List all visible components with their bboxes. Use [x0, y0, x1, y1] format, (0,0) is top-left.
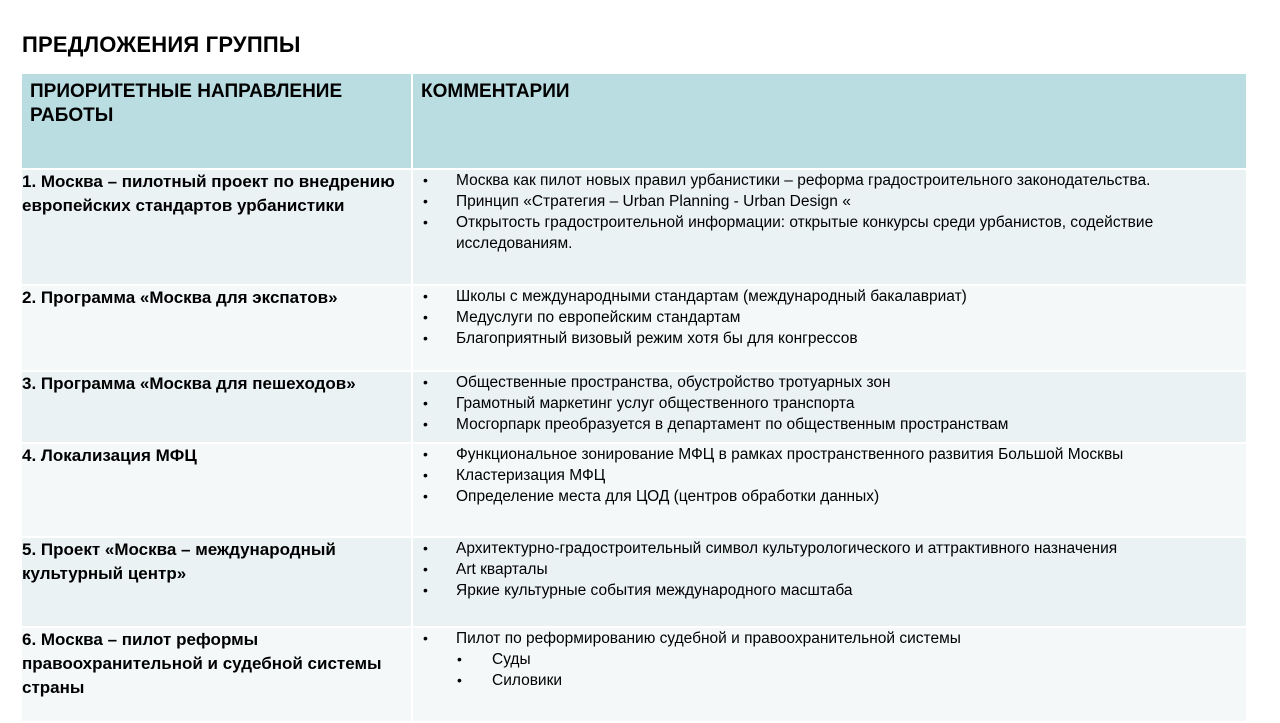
- comment-list: [413, 372, 1246, 435]
- sub-comment-item: • Суды: [413, 649, 1246, 670]
- row-direction: 2. Программа «Москва для экспатов»: [22, 285, 412, 371]
- page-title: ПРЕДЛОЖЕНИЯ ГРУППЫ: [22, 32, 301, 57]
- table-row: [22, 169, 1246, 285]
- table-row: [22, 537, 1246, 627]
- table-row: [22, 627, 1246, 722]
- comment-item: • Открытость градостроительной информации: открытые конкурсы среди урбанистов, содействие исследованиям.: [413, 212, 1246, 254]
- comment-list: [413, 628, 1246, 649]
- row-direction: 1. Москва – пилотный проект по внедрению европейских стандартов урбанистики: [22, 169, 412, 285]
- comment-item: • Архитектурно-градостроительный символ культурологического и аттрактивного назначения: [413, 538, 1246, 559]
- sub-comment-list: [413, 649, 1246, 691]
- row-direction: 5. Проект «Москва – международный культурный центр»: [22, 537, 412, 627]
- row-comments: [412, 627, 1246, 722]
- comment-list: [413, 286, 1246, 349]
- comment-item: • Мосгорпарк преобразуется в департамент по общественным пространствам: [413, 414, 1246, 435]
- comment-item: • Грамотный маркетинг услуг общественного транспорта: [413, 393, 1246, 414]
- row-comments: [412, 443, 1246, 537]
- row-comments: [412, 285, 1246, 371]
- header-comments: КОММЕНТАРИИ: [412, 74, 1246, 169]
- comment-item: • Art кварталы: [413, 559, 1246, 580]
- comment-item: • Кластеризация МФЦ: [413, 465, 1246, 486]
- table-header-row: [22, 74, 1246, 169]
- comment-item: • Медуслуги по европейским стандартам: [413, 307, 1246, 328]
- comment-list: [413, 444, 1246, 507]
- comment-item: • Принцип «Стратегия – Urban Planning - Urban Design «: [413, 191, 1246, 212]
- comment-item: • Пилот по реформированию судебной и правоохранительной системы: [413, 628, 1246, 649]
- row-direction: 6. Москва – пилот реформы правоохранительной и судебной системы страны: [22, 627, 412, 722]
- header-directions: ПРИОРИТЕТНЫЕ НАПРАВЛЕНИЕ РАБОТЫ: [22, 74, 412, 169]
- row-comments: [412, 371, 1246, 443]
- comment-list: [413, 538, 1246, 601]
- comment-list: [413, 170, 1246, 254]
- table-row: [22, 371, 1246, 443]
- comment-item: • Определение места для ЦОД (центров обработки данных): [413, 486, 1246, 507]
- row-direction: 3. Программа «Москва для пешеходов»: [22, 371, 412, 443]
- comment-item: • Общественные пространства, обустройство тротуарных зон: [413, 372, 1246, 393]
- row-direction: 4. Локализация МФЦ: [22, 443, 412, 537]
- table-row: [22, 285, 1246, 371]
- table-row: [22, 443, 1246, 537]
- proposals-table: [22, 74, 1246, 723]
- sub-comment-item: • Силовики: [413, 670, 1246, 691]
- comment-item: • Москва как пилот новых правил урбанистики – реформа градостроительного законодательства.: [413, 170, 1246, 191]
- comment-item: • Школы с международными стандартам (международный бакалавриат): [413, 286, 1246, 307]
- comment-item: • Функциональное зонирование МФЦ в рамках пространственного развития Большой Москвы: [413, 444, 1246, 465]
- row-comments: [412, 169, 1246, 285]
- comment-item: • Благоприятный визовый режим хотя бы для конгрессов: [413, 328, 1246, 349]
- comment-item: • Яркие культурные события международного масштаба: [413, 580, 1246, 601]
- row-comments: [412, 537, 1246, 627]
